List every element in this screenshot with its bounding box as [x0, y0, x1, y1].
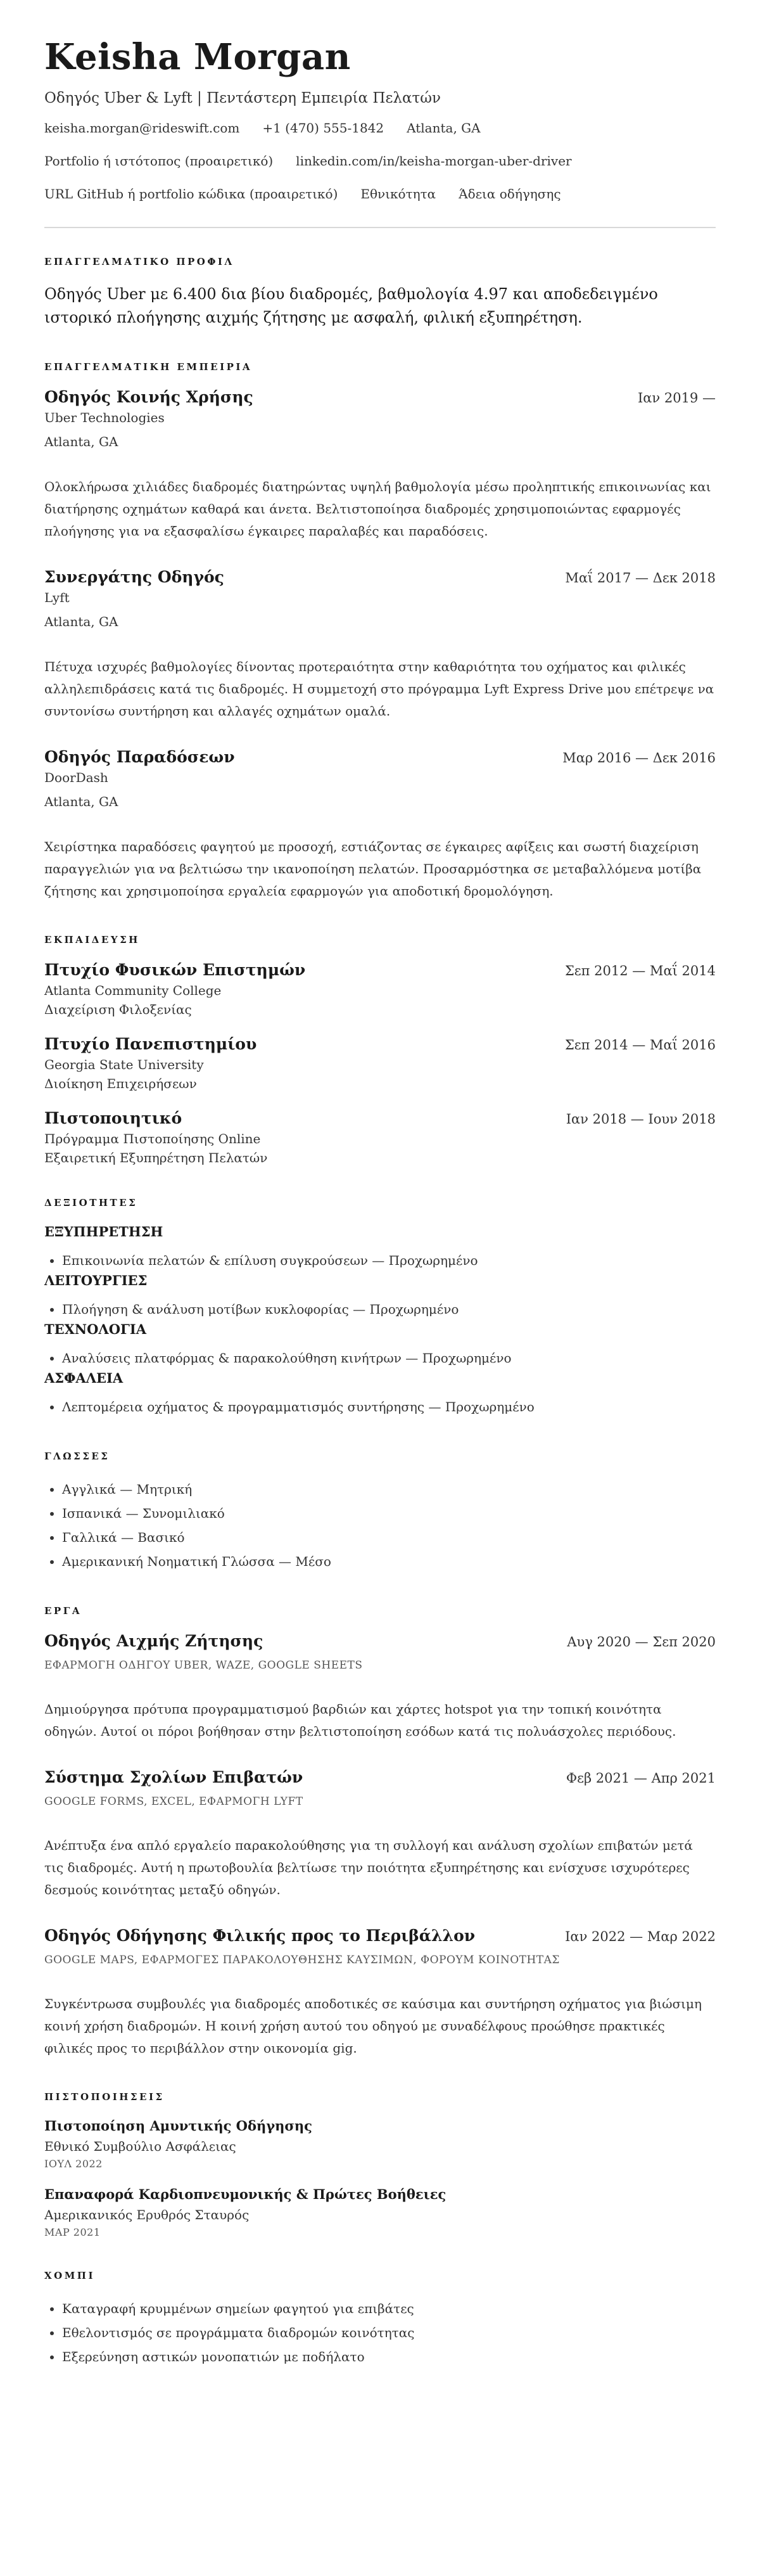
project-entry [44, 1926, 716, 2060]
skill-item: • Επικοινωνία πελατών & επίλυση συγκρούσεων — Προχωρημένο [62, 1248, 716, 1272]
job-title: Συνεργάτης Οδηγός [44, 567, 224, 586]
certification-date: ΜΑΡ 2021 [44, 2226, 101, 2238]
education-entry [44, 1109, 716, 1165]
section-title: ΕΠΑΓΓΕΛΜΑΤΙΚΗ ΕΜΠΕΙΡΙΑ [44, 361, 253, 373]
project-name: Σύστημα Σχολίων Επιβατών [44, 1767, 303, 1786]
candidate-name: Keisha Morgan [44, 36, 351, 78]
section-title: ΠΙΣΤΟΠΟΙΗΣΕΙΣ [44, 2091, 165, 2103]
header-divider [44, 227, 716, 228]
project-tech: GOOGLE MAPS, ΕΦΑΡΜΟΓΕΣ ΠΑΡΑΚΟΛΟΥΘΗΣΗΣ ΚΑΥΣΙΜΩΝ, ΦΟΡΟΥΜ ΚΟΙΝΟΤΗΤΑΣ [44, 1953, 560, 1966]
project-description: Δημιούργησα πρότυπα προγραμματισμού βαρδιών και χάρτες hotspot για την τοπική κοινότητα οδηγών. Αυτοί οι πόροι βοήθησαν στην βελτιστοποίηση εσόδων κατά τις πολυάσχολες περιόδους. [44, 1701, 676, 1739]
linkedin-link[interactable]: linkedin.com/in/keisha-morgan-uber-driver [296, 153, 572, 169]
education-dates: Ιαν 2018 — Ιουν 2018 [566, 1111, 716, 1127]
skill-item: • Πλοήγηση & ανάλυση μοτίβων κυκλοφορίας — Προχωρημένο [62, 1297, 716, 1321]
job-location: Atlanta, GA [44, 433, 118, 449]
experience-section [44, 361, 716, 902]
drivers-license: Άδεια οδήγησης [459, 186, 561, 202]
job-description: Ολοκλήρωσα χιλιάδες διαδρομές διατηρώντας υψηλή βαθμολογία μέσω προληπτικής επικοινωνίας και διατήρησης οχημάτων καθαρά και άνετα. Βελτιστοποίησα διαδρομές χρησιμοποιώντας εφαρμογές πλοήγησης για να εξασφαλίσω έγκαιρες παραλαβές και παραδόσεις. [44, 478, 711, 539]
contact-row-extra [44, 186, 716, 202]
skill-group [44, 1370, 716, 1419]
language-item: • Γαλλικά — Βασικό [62, 1525, 716, 1549]
job-location: Atlanta, GA [44, 793, 118, 809]
experience-entry [44, 568, 716, 722]
languages-section [44, 1451, 716, 1573]
summary-section [44, 256, 716, 330]
certification-entry [44, 2118, 716, 2170]
phone-number[interactable]: +1 (470) 555-1842 [262, 120, 384, 136]
degree-title: Πιστοποιητικό [44, 1108, 182, 1127]
project-name: Οδηγός Αιχμής Ζήτησης [44, 1631, 263, 1650]
skill-category: ΕΞΥΠΗΡΕΤΗΣΗ [44, 1223, 163, 1240]
language-item: • Ισπανικά — Συνομιλιακό [62, 1501, 716, 1525]
job-dates: Μαρ 2016 — Δεκ 2016 [562, 750, 716, 766]
section-title: ΕΡΓΑ [44, 1605, 82, 1617]
certification-name: Πιστοποίηση Αμυντικής Οδήγησης [44, 2117, 312, 2134]
projects-section [44, 1605, 716, 2060]
resume-header [44, 38, 716, 202]
project-description: Συγκέντρωσα συμβουλές για διαδρομές αποδοτικές σε καύσιμα και συντήρηση οχήματος για βιώσιμη κοινή χρήση διαδρομών. Η κοινή χρήση αυτού του οδηγού με συναδέλφους προώθησε πρακτικές φιλικές προς το περιβάλλον στην οικονομία gig. [44, 1996, 702, 2056]
experience-entry [44, 388, 716, 542]
section-title: ΕΠΑΓΓΕΛΜΑΤΙΚΟ ΠΡΟΦΙΛ [44, 255, 234, 267]
contact-row-links [44, 153, 716, 169]
project-dates: Ιαν 2022 — Μαρ 2022 [565, 1928, 716, 1944]
hobby-item: • Εξερεύνηση αστικών μονοπατιών με ποδήλατο [62, 2345, 716, 2369]
school-name: Georgia State University [44, 1056, 204, 1072]
job-location: Atlanta, GA [44, 613, 118, 629]
job-description: Πέτυχα ισχυρές βαθμολογίες δίνοντας προτεραιότητα στην καθαριότητα του οχήματος και φιλικές αλληλεπιδράσεις κατά τις διαδρομές. Η συμμετοχή στο πρόγραμμα Lyft Express Drive μου επέτρεψε να συντονίσω συντήρηση και αλλαγές οχημάτων ομαλά. [44, 658, 714, 719]
education-section [44, 934, 716, 1165]
email-link[interactable]: keisha.morgan@rideswift.com [44, 120, 240, 136]
field-of-study: Διοίκηση Επιχειρήσεων [44, 1075, 197, 1091]
job-dates: Ιαν 2019 — [637, 390, 716, 406]
certifications-section [44, 2091, 716, 2238]
section-title: ΧΟΜΠΙ [44, 2269, 95, 2281]
experience-entry [44, 748, 716, 902]
school-name: Πρόγραμμα Πιστοποίησης Online [44, 1131, 261, 1146]
project-name: Οδηγός Οδήγησης Φιλικής προς το Περιβάλλον [44, 1926, 476, 1945]
field-of-study: Εξαιρετική Εξυπηρέτηση Πελατών [44, 1150, 268, 1165]
education-entry [44, 961, 716, 1017]
skill-item: • Αναλύσεις πλατφόρμας & παρακολούθηση κινήτρων — Προχωρημένο [62, 1346, 716, 1370]
company-name: Uber Technologies [44, 409, 165, 425]
job-dates: Μαΐ 2017 — Δεκ 2018 [565, 570, 716, 586]
certification-date: ΙΟΥΛ 2022 [44, 2157, 103, 2170]
location: Atlanta, GA [407, 120, 481, 136]
hobby-item: • Καταγραφή κρυμμένων σημείων φαγητού για επιβάτες [62, 2297, 716, 2321]
github-link[interactable]: URL GitHub ή portfolio κώδικα (προαιρετικό) [44, 186, 338, 202]
project-description: Ανέπτυξα ένα απλό εργαλείο παρακολούθησης για τη συλλογή και ανάλυση σχολίων επιβατών μετά τις διαδρομές. Αυτή η πρωτοβουλία βελτίωσε την ποιότητα εξυπηρέτησης και ενίσχυσε ισχυρότερες δεσμούς κοινότητας μεταξύ οδηγών. [44, 1837, 693, 1897]
language-item: • Αγγλικά — Μητρική [62, 1477, 716, 1501]
nationality: Εθνικότητα [360, 186, 436, 202]
section-title: ΓΛΩΣΣΕΣ [44, 1450, 110, 1462]
skill-group [44, 1272, 716, 1321]
certification-issuer: Εθνικό Συμβούλιο Ασφάλειας [44, 2138, 236, 2154]
project-dates: Φεβ 2021 — Απρ 2021 [566, 1770, 716, 1786]
project-dates: Αυγ 2020 — Σεπ 2020 [567, 1634, 716, 1650]
company-name: Lyft [44, 589, 70, 605]
skill-group [44, 1224, 716, 1272]
skill-group [44, 1321, 716, 1370]
language-item: • Αμερικανική Νοηματική Γλώσσα — Μέσο [62, 1549, 716, 1573]
certification-entry [44, 2186, 716, 2238]
education-entry [44, 1035, 716, 1091]
project-entry [44, 1632, 716, 1743]
project-tech: GOOGLE FORMS, EXCEL, ΕΦΑΡΜΟΓΗ LYFT [44, 1795, 303, 1808]
education-dates: Σεπ 2012 — Μαΐ 2014 [564, 963, 716, 978]
job-title: Οδηγός Παραδόσεων [44, 747, 235, 766]
certification-name: Επαναφορά Καρδιοπνευμονικής & Πρώτες Βοήθειες [44, 2186, 446, 2202]
degree-title: Πτυχίο Πανεπιστημίου [44, 1034, 257, 1053]
job-title: Οδηγός Κοινής Χρήσης [44, 387, 253, 406]
project-entry [44, 1768, 716, 1901]
hobbies-section [44, 2270, 716, 2369]
project-tech: ΕΦΑΡΜΟΓΗ ΟΔΗΓΟΥ UBER, WAZE, GOOGLE SHEETS [44, 1658, 363, 1672]
hobby-item: • Εθελοντισμός σε προγράμματα διαδρομών κοινότητας [62, 2321, 716, 2345]
headline: Οδηγός Uber & Lyft | Πεντάστερη Εμπειρία Πελατών [44, 89, 441, 106]
job-description: Χειρίστηκα παραδόσεις φαγητού με προσοχή, εστιάζοντας σε έγκαιρες αφίξεις και σωστή διαχείριση παραγγελιών για να βελτιώσω την ικανοποίηση πελατών. Προσαρμόστηκα σε μεταβαλλόμενα μοτίβα ζήτησης και χρησιμοποίησα εργαλεία εφαρμογών για αποδοτική δρομολόγηση. [44, 838, 702, 899]
summary-text: Οδηγός Uber με 6.400 δια βίου διαδρομές, βαθμολογία 4.97 και αποδεδειγμένο ιστορικό πλοήγησης αιχμής ζήτησης με ασφαλή, φιλική εξυπηρέτηση. [44, 285, 658, 326]
skill-category: ΛΕΙΤΟΥΡΓΙΕΣ [44, 1272, 148, 1288]
skill-category: ΑΣΦΑΛΕΙΑ [44, 1369, 124, 1386]
certification-issuer: Αμερικανικός Ερυθρός Σταυρός [44, 2207, 250, 2222]
skill-item: • Λεπτομέρεια οχήματος & προγραμματισμός συντήρησης — Προχωρημένο [62, 1395, 716, 1419]
field-of-study: Διαχείριση Φιλοξενίας [44, 1001, 192, 1017]
section-title: ΔΕΞΙΟΤΗΤΕΣ [44, 1196, 138, 1208]
section-title: ΕΚΠΑΙΔΕΥΣΗ [44, 933, 140, 945]
portfolio-link[interactable]: Portfolio ή ιστότοπος (προαιρετικό) [44, 153, 274, 169]
company-name: DoorDash [44, 769, 108, 785]
skills-section [44, 1197, 716, 1419]
degree-title: Πτυχίο Φυσικών Επιστημών [44, 960, 306, 979]
contact-row-primary [44, 120, 716, 136]
education-dates: Σεπ 2014 — Μαΐ 2016 [564, 1037, 716, 1053]
school-name: Atlanta Community College [44, 982, 222, 998]
skill-category: ΤΕΧΝΟΛΟΓΙΑ [44, 1321, 147, 1337]
